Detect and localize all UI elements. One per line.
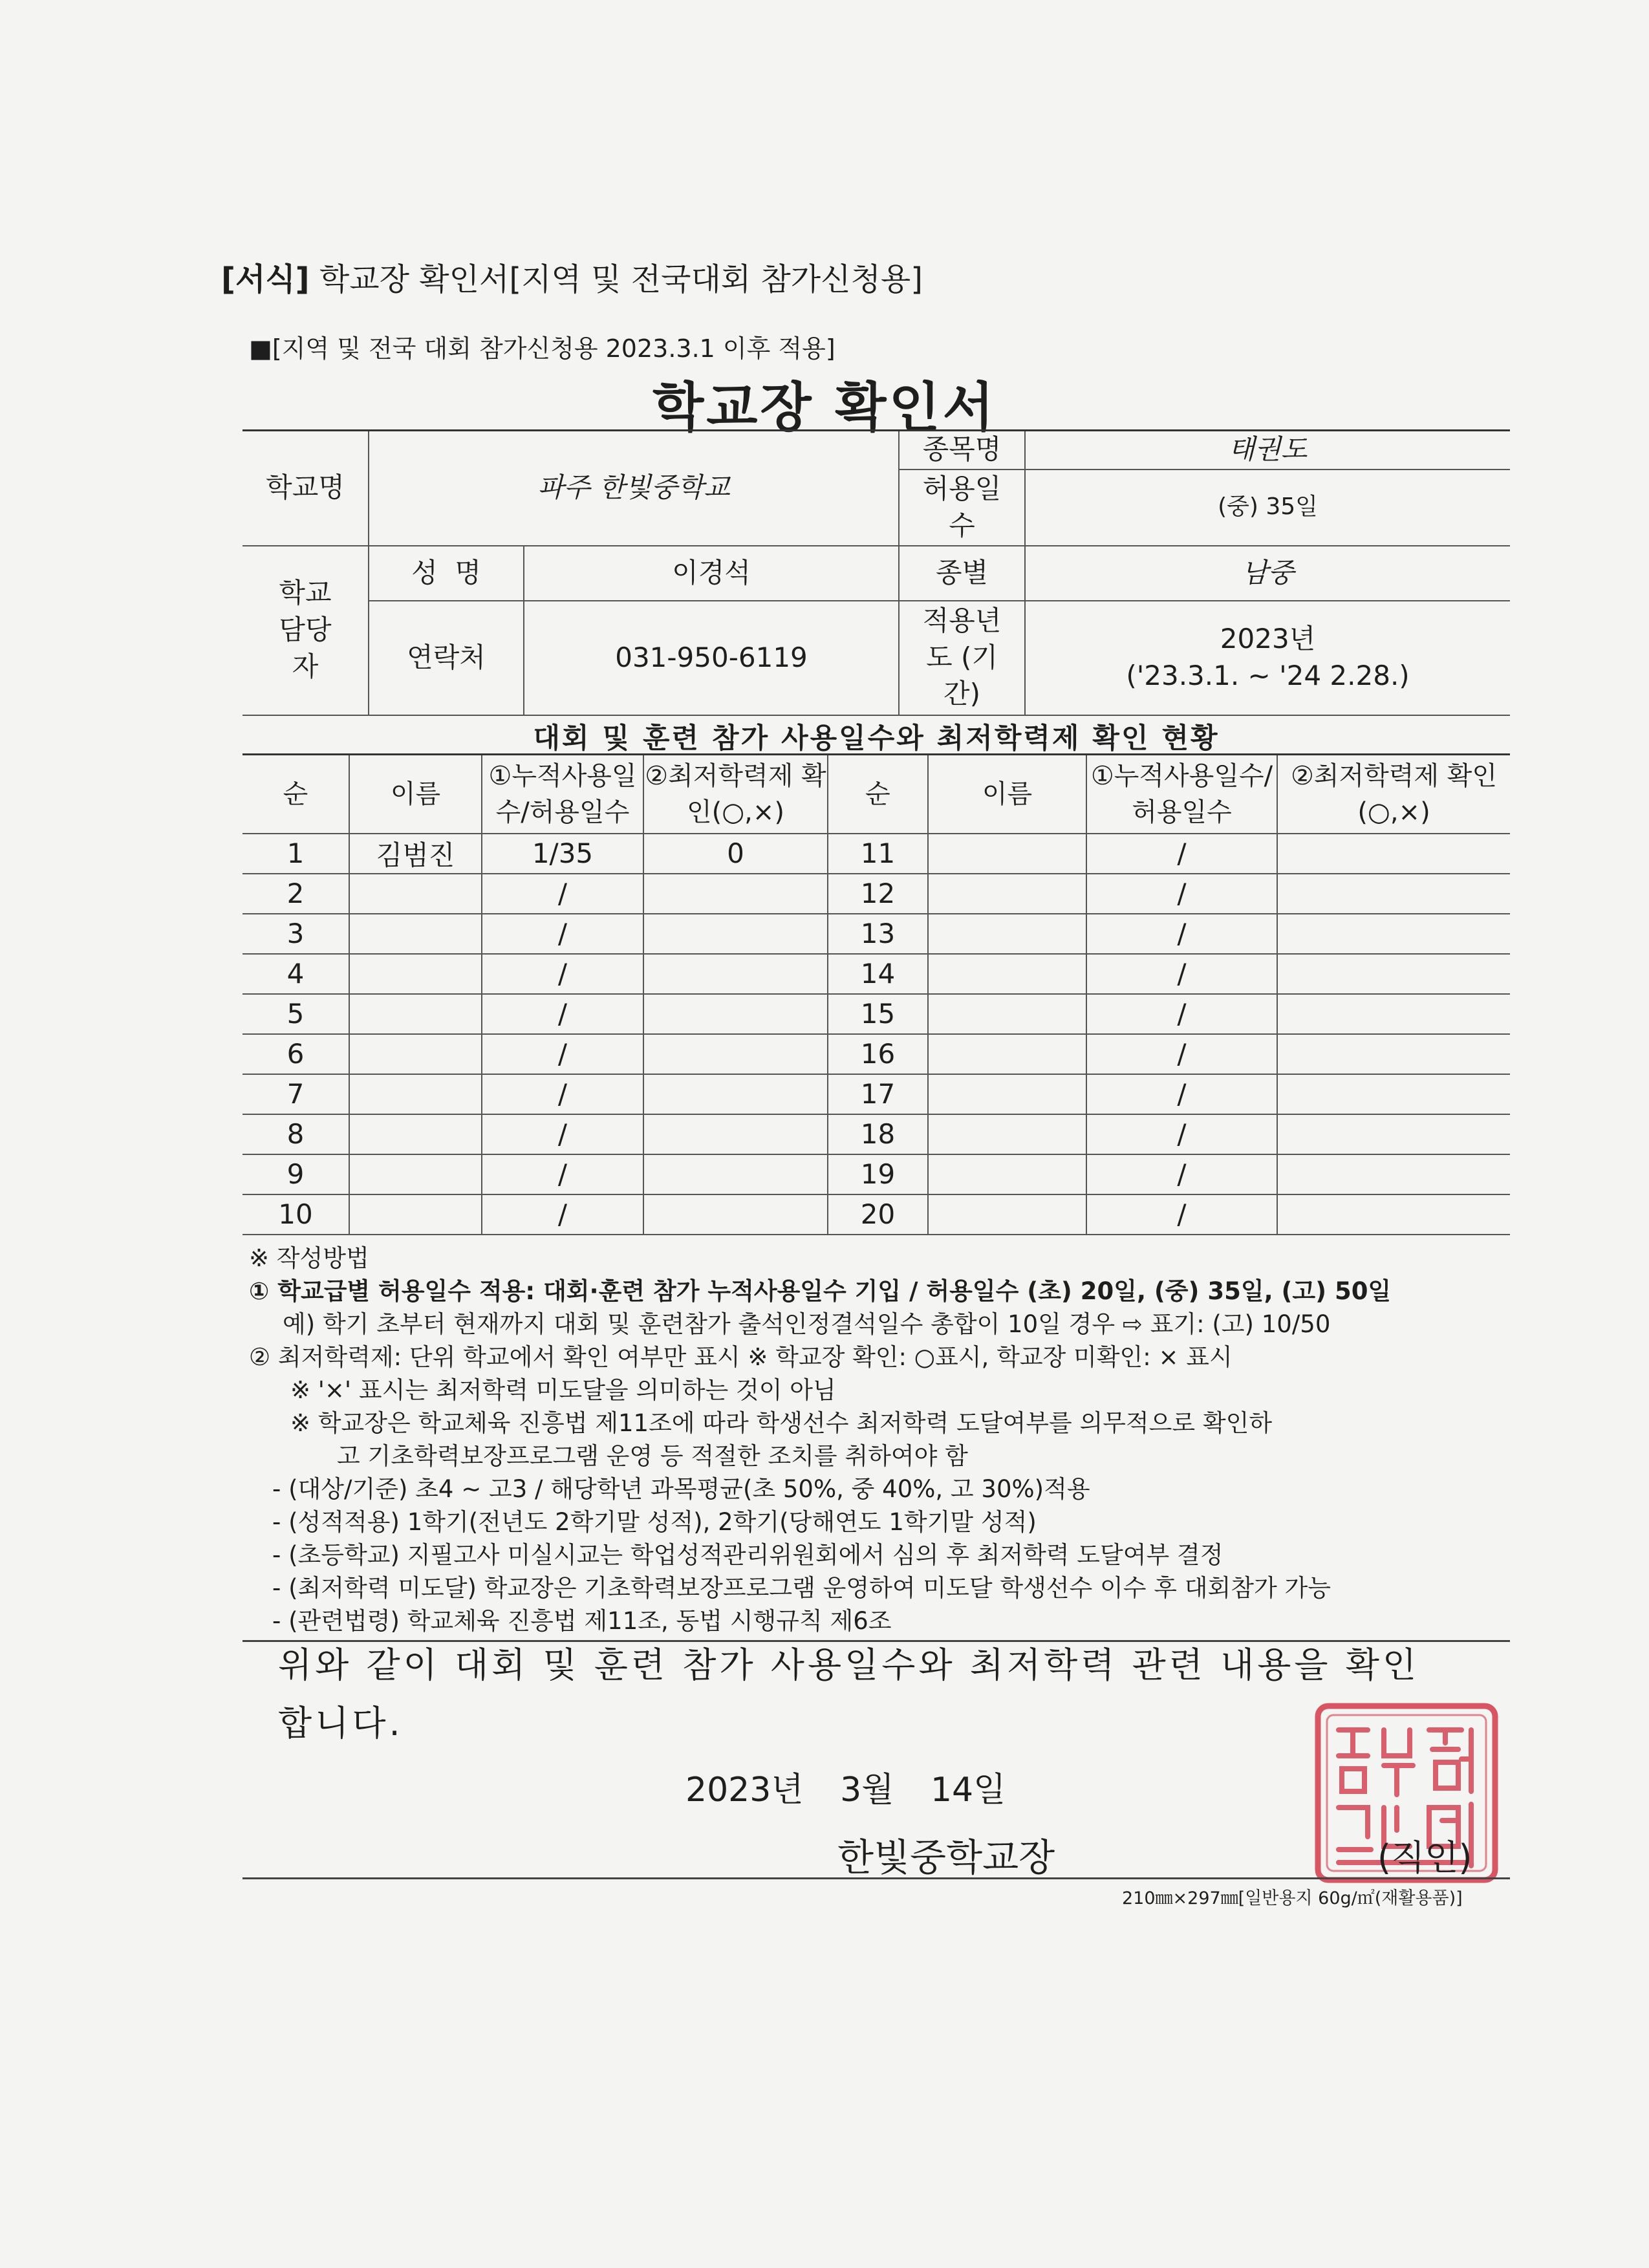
roster-table <box>242 753 1510 1235</box>
row-days-right: / <box>1086 1114 1277 1154</box>
note-3: ※ '×' 표시는 최저학력 미도달을 의미하는 것이 아님 <box>290 1376 836 1404</box>
row-name-left <box>349 914 482 954</box>
row-name-right <box>928 874 1086 914</box>
row-days-left: / <box>482 874 643 914</box>
row-name-right <box>928 834 1086 874</box>
name-label: 성 명 <box>369 546 524 601</box>
row-name-right <box>928 954 1086 994</box>
paper-spec: 210㎜×297㎜[일반용지 60g/㎡(재활용품)] <box>1122 1888 1463 1908</box>
issue-date <box>685 1762 1006 1811</box>
row-no-right: 14 <box>828 954 928 994</box>
header-name-right: 이름 <box>928 755 1086 834</box>
table-row <box>242 954 1510 994</box>
row-check-left <box>643 1194 828 1235</box>
row-no-right: 13 <box>828 914 928 954</box>
table-row <box>242 1074 1510 1114</box>
row-check-right <box>1277 954 1510 994</box>
row-name-left: 김범진 <box>349 834 482 874</box>
contact-label: 연락처 <box>369 601 524 715</box>
row-check-left <box>643 1154 828 1194</box>
school-label: 학교명 <box>242 431 369 546</box>
row-check-left: 0 <box>643 834 828 874</box>
row-check-left <box>643 874 828 914</box>
detail-5: - (관련법령) 학교체육 진흥법 제11조, 동법 시행규칙 제6조 <box>272 1607 892 1635</box>
row-check-left <box>643 994 828 1034</box>
sport-value: 태권도 <box>1025 431 1510 470</box>
row-no-right: 15 <box>828 994 928 1034</box>
name-value: 이경석 <box>524 546 899 601</box>
row-no-left: 8 <box>242 1114 349 1154</box>
row-days-right: / <box>1086 954 1277 994</box>
row-name-left <box>349 1074 482 1114</box>
header-check-left: ②최저학력제 확인(○,×) <box>643 755 828 834</box>
row-no-right: 12 <box>828 874 928 914</box>
row-name-right <box>928 1154 1086 1194</box>
note-1a: ① 학교급별 허용일수 적용: 대회·훈련 참가 누적사용일수 기입 / 허용일수 (초) 20일, (중) 35일, (고) 50일 <box>249 1277 1392 1305</box>
table-row <box>242 834 1510 874</box>
row-days-right: / <box>1086 834 1277 874</box>
note-1b: 예) 학기 초부터 현재까지 대회 및 훈련참가 출석인정결석일수 총합이 10일 경우 ⇨ 표기: (고) 10/50 <box>283 1310 1331 1338</box>
row-days-right: / <box>1086 1194 1277 1235</box>
row-no-right: 20 <box>828 1194 928 1235</box>
row-days-left: / <box>482 1114 643 1154</box>
row-days-left: / <box>482 954 643 994</box>
row-name-right <box>928 994 1086 1034</box>
row-no-left: 4 <box>242 954 349 994</box>
category-label: 종별 <box>899 546 1025 601</box>
row-days-left: / <box>482 1154 643 1194</box>
row-name-right <box>928 914 1086 954</box>
row-no-right: 17 <box>828 1074 928 1114</box>
header-no-right: 순 <box>828 755 928 834</box>
table-row <box>242 1114 1510 1154</box>
table-row <box>242 1034 1510 1074</box>
seal-note: (직인) <box>1377 1837 1472 1878</box>
allowed-days-value: (중) 35일 <box>1025 470 1510 546</box>
school-value: 파주 한빛중학교 <box>369 431 899 546</box>
row-name-right <box>928 1194 1086 1235</box>
info-table <box>242 429 1510 716</box>
row-check-left <box>643 1034 828 1074</box>
table-row <box>242 1154 1510 1194</box>
form-prefix: [서식] <box>221 261 310 297</box>
row-days-right: / <box>1086 1154 1277 1194</box>
row-check-left <box>643 1114 828 1154</box>
period-year: 2023년 <box>1220 623 1316 655</box>
confirm-line-1: 위와 같이 대회 및 훈련 참가 사용일수와 최저학력 관련 내용을 확인 <box>278 1645 1420 1685</box>
detail-2: - (성적적용) 1학기(전년도 2학기말 성적), 2학기(당해연도 1학기말 성적) <box>272 1508 1037 1536</box>
note-4a: ※ 학교장은 학교체육 진흥법 제11조에 따라 학생선수 최저학력 도달여부를 의무적으로 확인하 <box>290 1409 1273 1437</box>
row-check-right <box>1277 914 1510 954</box>
row-check-right <box>1277 1034 1510 1074</box>
note-2: ② 최저학력제: 단위 학교에서 확인 여부만 표시 ※ 학교장 확인: ○표시, 학교장 미확인: × 표시 <box>249 1343 1233 1371</box>
row-check-right <box>1277 834 1510 874</box>
row-no-right: 18 <box>828 1114 928 1154</box>
allowed-days-label: 허용일수 <box>899 470 1025 546</box>
row-name-right <box>928 1114 1086 1154</box>
sport-label: 종목명 <box>899 431 1025 470</box>
period-value <box>1025 601 1510 715</box>
row-check-left <box>643 954 828 994</box>
row-no-left: 5 <box>242 994 349 1034</box>
row-days-right: / <box>1086 914 1277 954</box>
contact-value: 031-950-6119 <box>524 601 899 715</box>
bottom-divider <box>242 1877 1510 1879</box>
detail-4: - (최저학력 미도달) 학교장은 기초학력보장프로그램 운영하여 미도달 학생선수 이수 후 대회참가 가능 <box>272 1574 1331 1602</box>
manager-label: 학교 담당자 <box>242 546 369 715</box>
row-days-left: / <box>482 1074 643 1114</box>
row-no-left: 9 <box>242 1154 349 1194</box>
section-title: 대회 및 훈련 참가 사용일수와 최저학력제 확인 현황 <box>533 722 1220 755</box>
row-name-left <box>349 994 482 1034</box>
header-name-left: 이름 <box>349 755 482 834</box>
date-month: 3월 <box>840 1771 894 1809</box>
row-name-left <box>349 1194 482 1235</box>
category-value: 남중 <box>1025 546 1510 601</box>
row-check-right <box>1277 1114 1510 1154</box>
applicability-notice: ■[지역 및 전국 대회 참가신청용 2023.3.1 이후 적용] <box>249 334 835 363</box>
row-check-left <box>643 1074 828 1114</box>
date-year: 2023년 <box>685 1771 804 1809</box>
document-title: 학교장 확인서 <box>652 377 997 438</box>
row-days-right: / <box>1086 874 1277 914</box>
row-check-right <box>1277 1154 1510 1194</box>
row-days-right: / <box>1086 1074 1277 1114</box>
date-day: 14일 <box>930 1771 1006 1809</box>
notes-heading: ※ 작성방법 <box>249 1244 369 1272</box>
row-name-left <box>349 874 482 914</box>
principal-title: 한빛중학교장 <box>837 1835 1055 1879</box>
row-no-left: 2 <box>242 874 349 914</box>
row-no-left: 6 <box>242 1034 349 1074</box>
row-check-left <box>643 914 828 954</box>
period-label: 적용년도 (기간) <box>899 601 1025 715</box>
confirmation-statement <box>278 1636 1419 1753</box>
confirm-line-2: 합니다. <box>278 1703 404 1744</box>
row-check-right <box>1277 994 1510 1034</box>
row-days-left: / <box>482 994 643 1034</box>
table-row <box>242 914 1510 954</box>
detail-3: - (초등학교) 지필고사 미실시교는 학업성적관리위원회에서 심의 후 최저학력 도달여부 결정 <box>272 1541 1223 1569</box>
row-days-right: / <box>1086 994 1277 1034</box>
row-no-left: 1 <box>242 834 349 874</box>
row-no-left: 3 <box>242 914 349 954</box>
header-no-left: 순 <box>242 755 349 834</box>
table-row <box>242 994 1510 1034</box>
row-name-right <box>928 1074 1086 1114</box>
row-days-left: / <box>482 1194 643 1235</box>
instructions <box>249 1242 1391 1637</box>
row-name-left <box>349 1154 482 1194</box>
row-no-left: 7 <box>242 1074 349 1114</box>
row-days-right: / <box>1086 1034 1277 1074</box>
row-name-left <box>349 954 482 994</box>
detail-1: - (대상/기준) 초4 ~ 고3 / 해당학년 과목평균(초 50%, 중 40%, 고 30%)적용 <box>272 1475 1090 1503</box>
header-days-left: ①누적사용일수/허용일수 <box>482 755 643 834</box>
period-range: ('23.3.1. ~ '24 2.28.) <box>1126 660 1410 691</box>
row-days-left: / <box>482 914 643 954</box>
note-4b: 고 기초학력보장프로그램 운영 등 적절한 조치를 취하여야 함 <box>337 1442 968 1470</box>
row-check-right <box>1277 1074 1510 1114</box>
row-name-left <box>349 1034 482 1074</box>
row-name-left <box>349 1114 482 1154</box>
table-row <box>242 874 1510 914</box>
row-check-right <box>1277 874 1510 914</box>
row-name-right <box>928 1034 1086 1074</box>
header-check-right: ②최저학력제 확인(○,×) <box>1277 755 1510 834</box>
form-header <box>221 254 923 299</box>
form-title: 학교장 확인서[지역 및 전국대회 참가신청용] <box>319 261 923 297</box>
row-days-left: / <box>482 1034 643 1074</box>
row-check-right <box>1277 1194 1510 1235</box>
table-row <box>242 1194 1510 1235</box>
row-no-right: 11 <box>828 834 928 874</box>
row-no-right: 19 <box>828 1154 928 1194</box>
header-days-right: ①누적사용일수/허용일수 <box>1086 755 1277 834</box>
row-no-left: 10 <box>242 1194 349 1235</box>
row-days-left: 1/35 <box>482 834 643 874</box>
row-no-right: 16 <box>828 1034 928 1074</box>
